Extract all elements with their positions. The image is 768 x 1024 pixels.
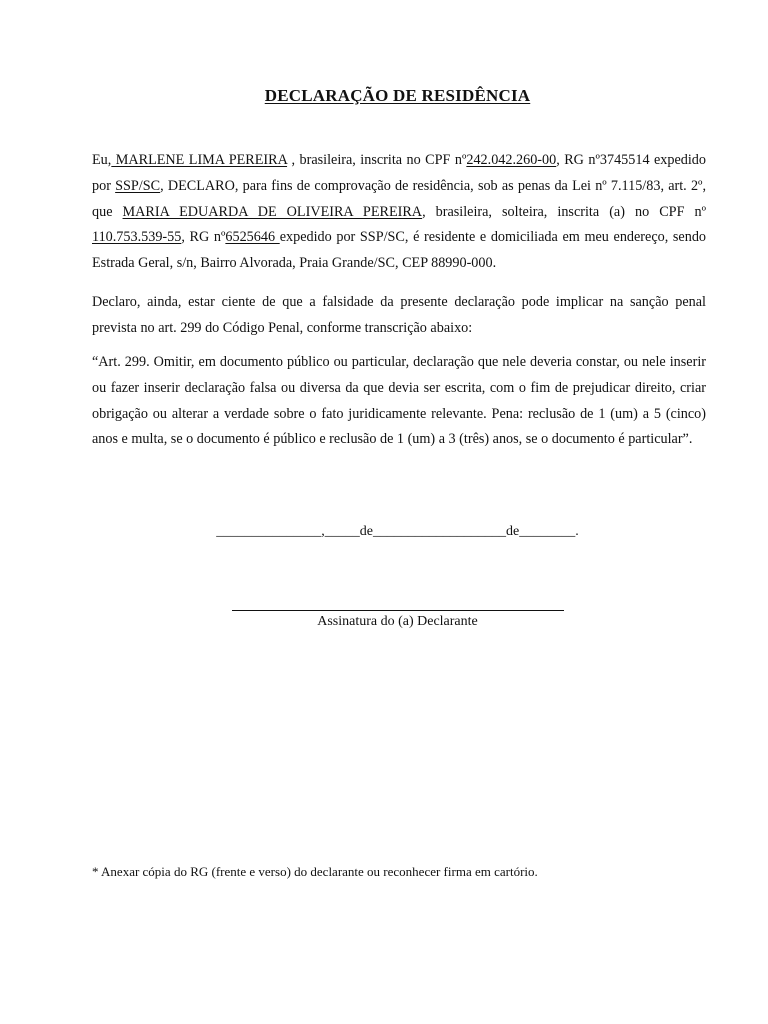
resident-name: MARIA EDUARDA DE OLIVEIRA PEREIRA [122,203,423,220]
document-title: DECLARAÇÃO DE RESIDÊNCIA [264,86,531,105]
text-segment: , RG nº [181,229,226,246]
text-segment: expedido por SSP/SC, é residente e domiciliada em meu endereço, sendo Estrada Geral, s/n, Bairro Alvorada, Praia Grande/SC, CEP 88990-000. [92,229,707,272]
date-fill-line: _______________,_____de___________________de________. [216,524,579,539]
declarant-cpf: 242.042.260-00 [466,152,557,168]
resident-cpf: 110.753.539-55 [92,229,182,246]
signature-label: Assinatura do (a) Declarante [317,614,478,629]
text-segment: , brasileira, solteira, inscrita (a) no CPF nº [422,203,706,220]
penal-code-quote: “Art. 299. Omitir, em documento público ou particular, declaração que nele deveria constar, ou nele inserir ou fazer inserir declaração falsa ou diversa da que devia ser escrita, com o fim de prejudicar direito, criar obrigação ou alterar a verdade sobre o fato juridicamente relevante. Pena: reclusão de 1 (um) a 5 (cinco) anos e multa, se o documento é público e reclusão de 1 (um) a 3 (três) anos, se o documento é particular”. [92,354,706,448]
resident-rg: 6525646 [225,229,280,246]
text-segment: , DECLARO, para fins de comprovação de residência, sob as penas da Lei nº 7.115/83, art. 2º, que [92,177,706,220]
text-segment: , brasileira, inscrita no CPF nº [287,152,467,168]
declaration-paragraph [92,148,706,277]
signature-line [232,610,564,611]
text-segment: Eu, [92,152,112,168]
issuer: SSP/SC [115,177,161,194]
awareness-paragraph: Declaro, ainda, estar ciente de que a falsidade da presente declaração pode implicar na sanção penal prevista no art. 299 do Código Penal, conforme transcrição abaixo: [92,294,706,336]
footnote: * Anexar cópia do RG (frente e verso) do declarante ou reconhecer firma em cartório. [92,864,538,879]
declarant-name: MARLENE LIMA PEREIRA [111,152,288,168]
text-segment: , RG nº3745514 expedido por [92,152,706,194]
